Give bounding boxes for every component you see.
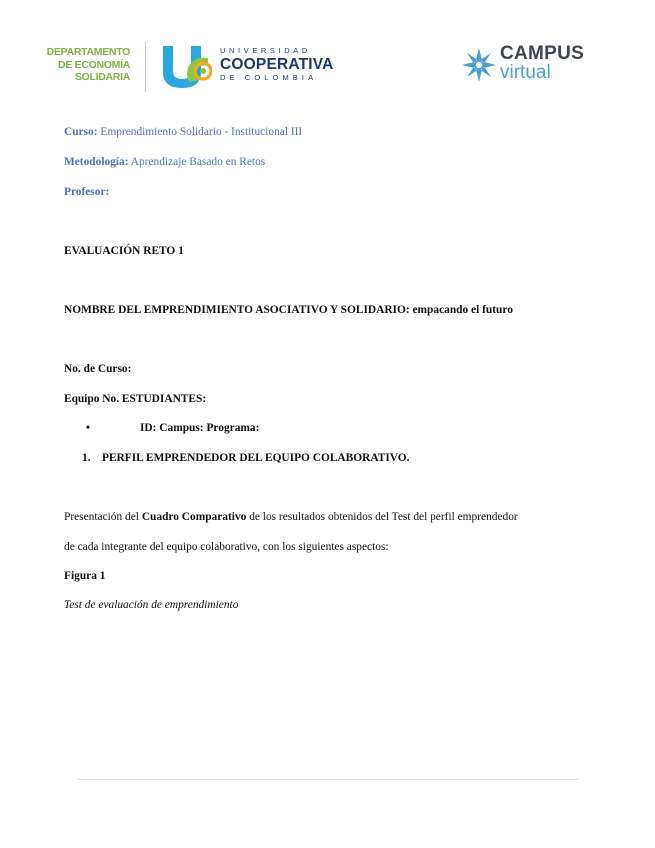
university-name xyxy=(220,46,334,83)
venture-name-label: NOMBRE DEL EMPRENDIMIENTO ASOCIATIVO Y SOLIDARIO: xyxy=(64,304,410,316)
paragraph-1b: Cuadro Comparativo xyxy=(141,511,247,523)
footer-divider xyxy=(77,779,579,780)
dept-logo-line-1: DEPARTAMENTO xyxy=(46,46,130,58)
dept-logo-line-2: DE ECONOMÍA xyxy=(58,58,130,71)
campus-compass-icon xyxy=(461,47,497,83)
venture-name-line xyxy=(64,304,513,316)
ucc-logo-icon xyxy=(160,44,212,90)
methodology-value: Aprendizaje Basado en Retos xyxy=(128,156,266,168)
university-line-1: UNIVERSIDAD xyxy=(220,46,311,55)
bullet-text: ID: Campus: Programa: xyxy=(140,422,260,434)
document-header xyxy=(0,0,655,110)
figure-caption: Test de evaluación de emprendimiento xyxy=(64,599,239,611)
course-value: Emprendimiento Solidario - Institucional III xyxy=(97,126,303,138)
venture-name-value: empacando el futuro xyxy=(409,304,513,316)
section-title: PERFIL EMPRENDEDOR DEL EQUIPO COLABORATIVO. xyxy=(102,452,410,464)
figure-label: Figura 1 xyxy=(64,570,106,582)
paragraph-1c: de los resultados obtenidos del Test del perfil emprendedor xyxy=(246,511,518,523)
team-line: Equipo No. ESTUDIANTES: xyxy=(64,393,207,405)
university-line-3: DE COLOMBIA xyxy=(220,73,318,82)
course-label: Curso: xyxy=(64,126,98,138)
course-number-line: No. de Curso: xyxy=(64,363,132,375)
campus-line-2: virtual xyxy=(500,62,551,83)
paragraph-1a: Presentación del xyxy=(64,511,142,523)
course-line xyxy=(64,126,302,138)
campus-line-1: CAMPUS xyxy=(500,43,585,64)
university-line-2: COOPERATIVA xyxy=(220,56,334,73)
section-number: 1. xyxy=(82,452,91,464)
logo-divider xyxy=(145,42,146,92)
dept-logo-line-3: SOLIDARIA xyxy=(74,71,130,83)
paragraph-line-2: de cada integrante del equipo colaborativo, con los siguientes aspectos: xyxy=(64,541,389,553)
methodology-line xyxy=(64,156,265,168)
evaluation-title: EVALUACIÓN RETO 1 xyxy=(64,245,184,257)
campus-virtual-logo xyxy=(500,44,584,82)
bullet-marker: • xyxy=(86,422,90,434)
paragraph-line-1 xyxy=(64,511,518,523)
methodology-label: Metodología: xyxy=(64,156,129,168)
department-logo xyxy=(38,46,130,84)
professor-line: Profesor: xyxy=(64,186,110,198)
